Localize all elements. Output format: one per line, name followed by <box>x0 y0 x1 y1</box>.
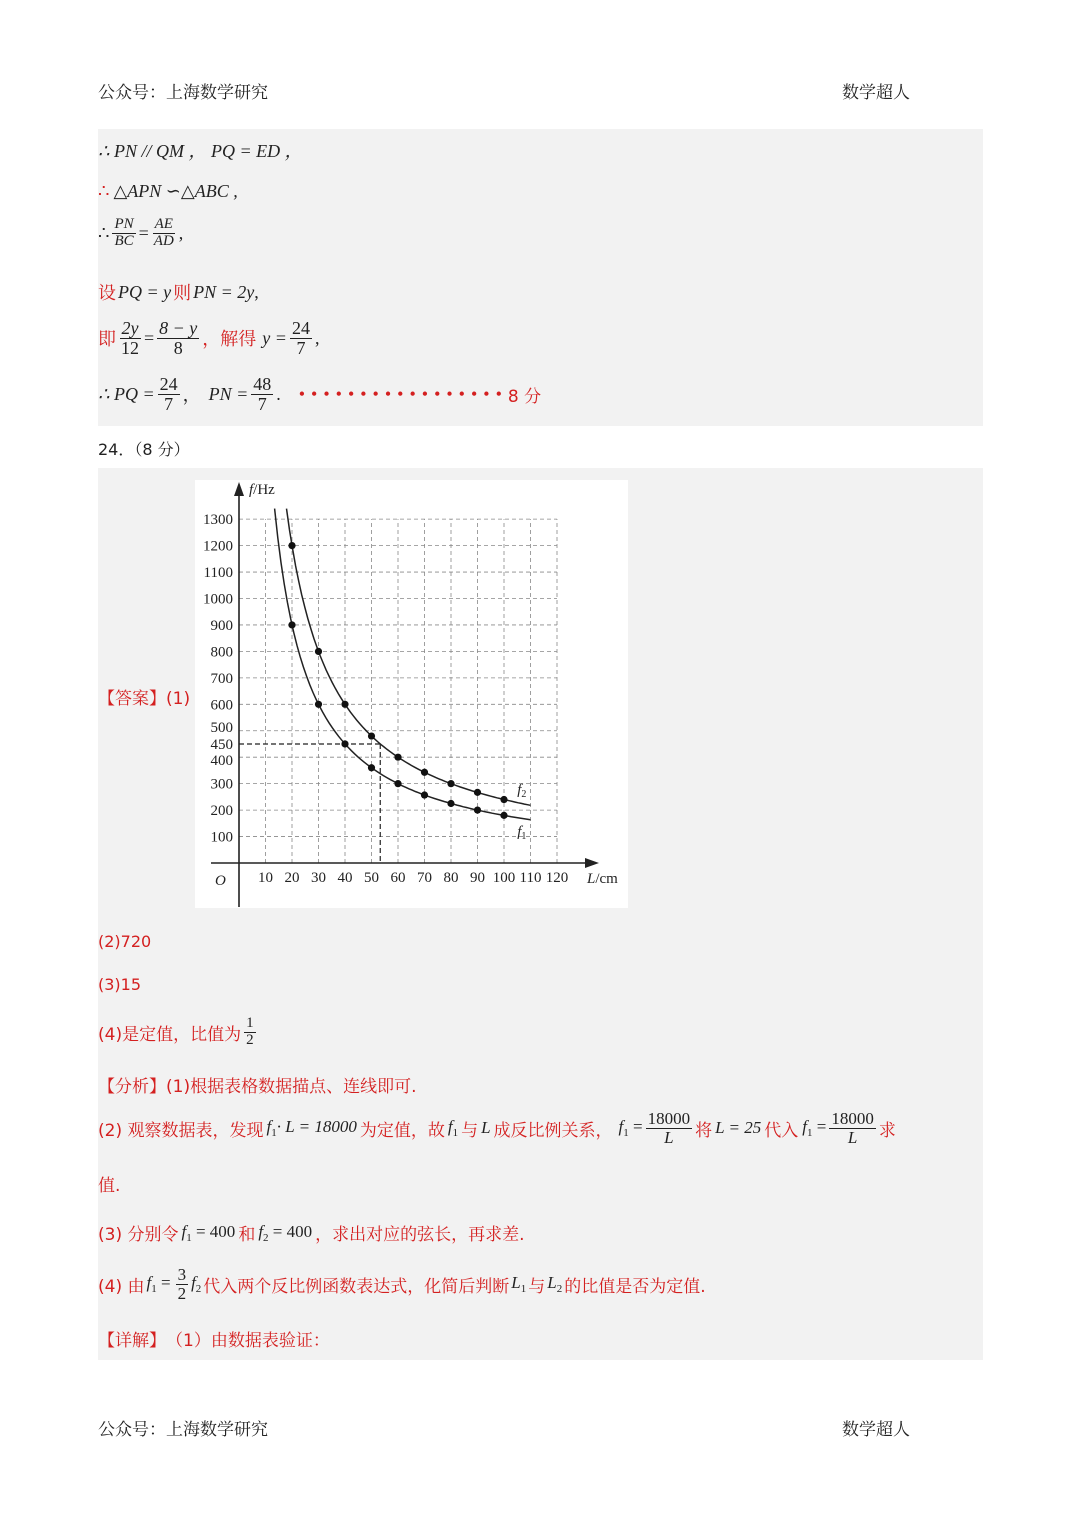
comma: , <box>254 281 259 302</box>
x-axis-label: L/cm <box>587 871 618 887</box>
eq: = <box>633 1117 643 1137</box>
data-point-f2 <box>368 732 375 739</box>
line-equation: 即 $\frac{2y}{12}$ = $\frac{8 - y}{8}$ ，解得 y = $\frac{24}{7}$ , <box>98 318 320 358</box>
f-symbol: f <box>618 1117 624 1137</box>
answer-label <box>98 684 190 709</box>
an3-text-d: 和 <box>238 1225 256 1245</box>
chart-container <box>195 480 628 908</box>
therefore-symbol: ∴ <box>98 181 110 201</box>
data-point-f2 <box>288 542 295 549</box>
frac-den: 12 <box>121 337 139 358</box>
frac-num: 1 <box>246 1015 254 1031</box>
an2-cont-text: 值. <box>98 1176 121 1196</box>
x-tick-label: 80 <box>443 870 459 886</box>
y-tick-label: 500 <box>210 719 233 736</box>
an3-eq1: = 400 <box>195 1221 236 1241</box>
subscript: 1 <box>623 1127 629 1140</box>
frac-den: L <box>664 1127 674 1147</box>
detail-text: （1）由数据表验证： <box>166 1331 330 1351</box>
y-tick-label: 700 <box>210 670 233 687</box>
eq: = <box>160 1273 171 1293</box>
subscript: 1 <box>186 1231 192 1244</box>
footer-right: 数学超人 <box>842 1420 910 1440</box>
frac-den: 8 <box>173 337 183 358</box>
origin-label: O <box>215 873 226 889</box>
analysis-line-3 <box>98 1220 525 1245</box>
subscript: 2 <box>556 1283 563 1296</box>
f-symbol: f <box>181 1221 187 1241</box>
frac-num: 18000 <box>831 1109 874 1128</box>
parallel-text: ∴ PN // QM ， PQ = ED ， <box>98 141 303 161</box>
an3-eq2: = 400 <box>272 1221 313 1241</box>
analysis-line-2-cont <box>98 1171 120 1196</box>
data-point-f1 <box>447 800 454 807</box>
y-tick-label: 1100 <box>203 565 233 582</box>
x-tick-label: 100 <box>492 870 516 886</box>
line-ratio: ∴ $\frac{PN}{BC}$ = $\frac{AE}{AD}$ , <box>98 216 184 249</box>
data-point-f1 <box>500 812 507 819</box>
pq-result: ∴ PQ = <box>98 383 155 404</box>
frac-den: 2 <box>177 1283 187 1303</box>
frac-num: AE <box>154 216 173 232</box>
x-axis-arrow <box>585 858 599 868</box>
footer-left: 公众号：上海数学研究 <box>98 1420 268 1440</box>
answer-2 <box>98 932 151 951</box>
solve-text: ，解得 <box>202 329 257 350</box>
line-similar <box>98 181 238 202</box>
analysis-line-1 <box>98 1072 416 1097</box>
series-label-f2: $f_2$ <box>517 782 527 801</box>
frac-num: 8 − y <box>159 318 198 338</box>
series-line-f2 <box>287 509 531 806</box>
frac-den: 7 <box>296 337 306 358</box>
analysis-line-4 <box>98 1266 706 1303</box>
f-symbol: f <box>447 1117 453 1137</box>
answer-4 <box>98 1016 259 1049</box>
subscript: 1 <box>271 1127 277 1140</box>
then-text: 则 <box>173 283 192 303</box>
question-24-label: 24．（8 分） <box>98 440 190 459</box>
frac-num: 24 <box>291 318 310 338</box>
subscript: 1 <box>520 1283 527 1296</box>
data-point-f1 <box>315 701 322 708</box>
data-point-f1 <box>341 740 348 747</box>
f-symbol: f <box>802 1117 807 1137</box>
l-symbol: L <box>547 1273 557 1293</box>
header-right: 数学超人 <box>842 83 910 103</box>
set-text: 设 <box>98 283 116 303</box>
answer-label-text: 【答案】(1) <box>98 689 191 709</box>
data-point-f1 <box>421 791 428 798</box>
pq-eq: PQ = y <box>118 281 172 302</box>
data-point-f1 <box>368 764 375 771</box>
y-tick-label: 300 <box>210 776 233 793</box>
y-eq: y = <box>262 327 287 348</box>
y-tick-label: 1200 <box>203 538 233 555</box>
line-parallel <box>98 137 303 163</box>
frac-num: 48 <box>253 374 272 394</box>
f-symbol: f <box>191 1273 196 1293</box>
y-tick-label: 1300 <box>203 512 233 529</box>
x-tick-label: 90 <box>470 870 485 886</box>
data-point-f2 <box>421 769 428 776</box>
x-tick-label: 70 <box>417 870 432 886</box>
comma: , <box>178 222 184 243</box>
data-point-f2 <box>500 796 507 803</box>
an2-text-p: 求 <box>878 1120 896 1141</box>
x-tick-label: 30 <box>311 870 326 886</box>
score-text: 8 分 <box>507 386 542 407</box>
l-eq: L = 25 <box>715 1118 762 1138</box>
an3-text-g: ，求出对应的弦长，再求差. <box>315 1225 525 1245</box>
an2-text-k: 将 <box>695 1120 713 1141</box>
line-set-variable <box>98 279 259 305</box>
therefore-symbol: ∴ <box>98 222 110 243</box>
l-symbol: L <box>511 1273 521 1293</box>
an2-text-f: 与 <box>461 1120 479 1141</box>
frac-num: PN <box>114 216 134 232</box>
an2-text-h: 成反比例关系， <box>493 1120 613 1141</box>
frac-num: 3 <box>177 1265 187 1284</box>
data-point-f1 <box>288 621 295 628</box>
f-symbol: f <box>266 1117 272 1137</box>
frequency-length-chart <box>195 480 628 908</box>
data-point-f2 <box>341 701 348 708</box>
y-tick-label: 400 <box>210 753 233 770</box>
answer-3-text: (3)15 <box>98 975 142 994</box>
comma: ， <box>182 385 201 406</box>
f-symbol: f <box>146 1273 152 1293</box>
data-point-f1 <box>394 780 401 787</box>
x-tick-label: 60 <box>390 870 406 886</box>
y-tick-label: 900 <box>210 617 233 634</box>
y-tick-label: 800 <box>210 644 233 661</box>
y-axis-arrow <box>234 482 244 496</box>
series-line-f1 <box>275 509 531 820</box>
data-point-f2 <box>474 789 481 796</box>
pn-result: PN = <box>208 383 249 404</box>
data-point-f2 <box>315 648 322 655</box>
detail-label: 【详解】 <box>98 1331 166 1351</box>
analysis-label: 【分析】 <box>98 1077 166 1097</box>
an3-text-a: (3) 分别令 <box>98 1225 179 1245</box>
frac-den: 7 <box>164 393 174 414</box>
namely-text: 即 <box>98 329 116 350</box>
solution-block-1 <box>98 129 983 426</box>
pn-eq: PN = 2y <box>193 281 255 302</box>
subscript: 2 <box>263 1231 269 1244</box>
frac-den: 2 <box>246 1031 254 1048</box>
an2-product: · L = 18000 <box>276 1117 357 1137</box>
an4-text-i: 的比值是否为定值. <box>564 1276 706 1297</box>
header-left: 公众号：上海数学研究 <box>98 83 268 103</box>
detail-line <box>98 1326 330 1351</box>
l-symbol: L <box>481 1118 491 1138</box>
score-dots: ••••••••••••••••• <box>298 383 508 404</box>
data-point-f2 <box>447 780 454 787</box>
frac-den: BC <box>114 232 134 249</box>
answer-4-text: (4)是定值，比值为 <box>98 1024 242 1045</box>
answer-2-text: (2)720 <box>98 932 152 951</box>
y-tick-label: 1000 <box>203 591 233 608</box>
y-axis-label: f/Hz <box>249 482 275 498</box>
y-tick-label: 200 <box>210 803 233 820</box>
x-tick-label: 110 <box>519 870 542 886</box>
similar-text: △APN ∽△ABC , <box>113 181 238 201</box>
x-tick-label: 120 <box>545 870 569 886</box>
period: . <box>276 383 281 404</box>
data-point-f2 <box>394 754 401 761</box>
answer-3 <box>98 975 141 994</box>
solution-block-2 <box>98 468 983 1360</box>
subscript: 2 <box>195 1283 202 1296</box>
subscript: 1 <box>151 1283 157 1296</box>
an2-text-a: (2) 观察数据表，发现 <box>98 1120 264 1141</box>
y-tick-label: 600 <box>210 697 233 714</box>
analysis-1-text: (1)根据表格数据描点、连线即可. <box>166 1077 417 1097</box>
x-tick-label: 20 <box>284 870 300 886</box>
data-point-f1 <box>474 807 481 814</box>
an2-text-m: 代入 <box>764 1120 799 1141</box>
frac-num: 24 <box>159 374 178 394</box>
y-tick-label: 450 <box>210 736 233 753</box>
x-tick-label: 50 <box>364 870 379 886</box>
frac-den: L <box>847 1127 858 1147</box>
an4-text-a: (4) 由 <box>98 1276 145 1297</box>
subscript: 1 <box>806 1127 813 1140</box>
series-label-f1: $f_1$ <box>517 823 527 842</box>
frac-num: 2y <box>121 318 139 338</box>
frac-den: 7 <box>257 393 267 414</box>
y-tick-label: 100 <box>210 829 233 846</box>
x-tick-label: 40 <box>337 870 353 886</box>
eq: = <box>816 1117 827 1137</box>
f-symbol: f <box>258 1221 264 1241</box>
frac-den: AD <box>153 232 174 249</box>
an4-text-e: 代入两个反比例函数表达式，化简后判断 <box>203 1276 510 1297</box>
line-result <box>98 375 541 414</box>
an2-text-d: 为定值，故 <box>359 1120 445 1141</box>
comma: , <box>314 327 320 348</box>
x-tick-label: 10 <box>258 870 273 886</box>
analysis-line-2 <box>98 1110 896 1147</box>
frac-num: 18000 <box>647 1109 691 1128</box>
subscript: 1 <box>452 1127 459 1140</box>
an4-text-g: 与 <box>528 1276 546 1297</box>
